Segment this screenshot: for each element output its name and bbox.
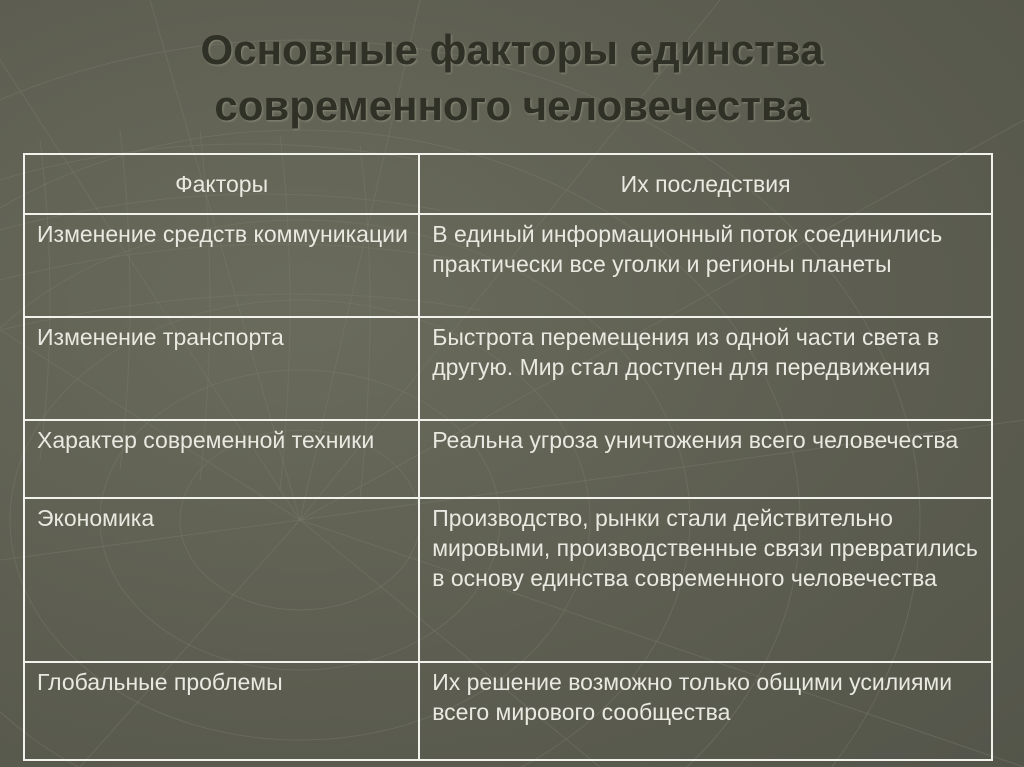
table-row xyxy=(24,214,992,317)
table-row xyxy=(24,317,992,420)
factors-table xyxy=(23,153,993,761)
table-row xyxy=(24,420,992,498)
title-line-1: Основные факторы единства xyxy=(200,26,824,73)
factor-cell: Экономика xyxy=(24,498,419,662)
factor-cell: Глобальные проблемы xyxy=(24,662,419,760)
consequence-cell: Производство, рынки стали действительно мировыми, производственные связи превратились в основу единства современного человечества xyxy=(419,498,992,662)
factor-cell: Изменение транспорта xyxy=(24,317,419,420)
table-header-row xyxy=(24,154,992,214)
header-factors: Факторы xyxy=(24,154,419,214)
title-line-2: современного человечества xyxy=(214,82,810,129)
table-row xyxy=(24,498,992,662)
consequence-cell: Реальна угроза уничтожения всего человечества xyxy=(419,420,992,498)
consequence-cell: В единый информационный поток соединились практически все уголки и регионы планеты xyxy=(419,214,992,317)
factor-cell: Характер современной техники xyxy=(24,420,419,498)
consequence-cell: Их решение возможно только общими усилиями всего мирового сообщества xyxy=(419,662,992,760)
consequence-cell: Быстрота перемещения из одной части света в другую. Мир стал доступен для передвижения xyxy=(419,317,992,420)
factor-cell: Изменение средств коммуникации xyxy=(24,214,419,317)
table-row xyxy=(24,662,992,760)
header-consequences: Их последствия xyxy=(419,154,992,214)
slide-title xyxy=(0,22,1024,134)
